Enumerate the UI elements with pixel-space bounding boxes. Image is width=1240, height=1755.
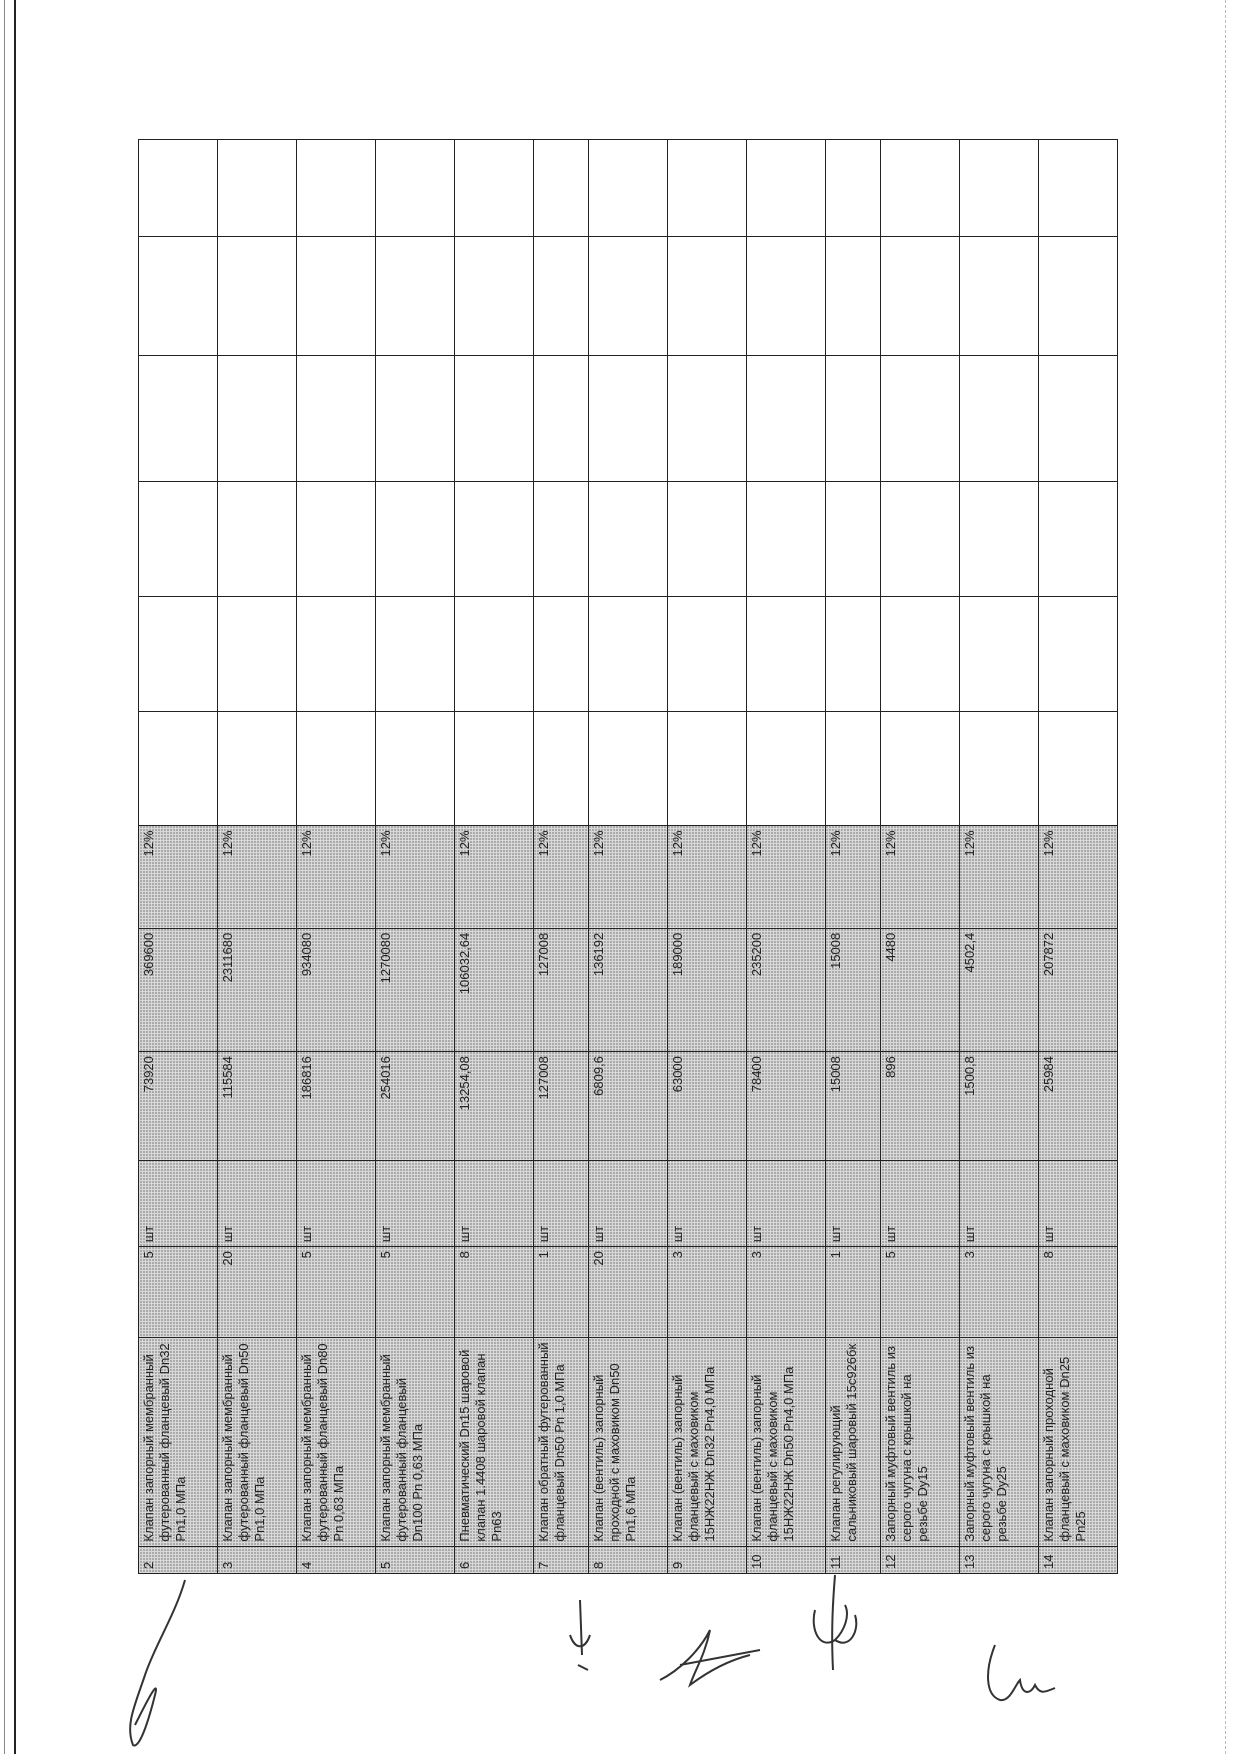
item-name: Клапан (вентиль) запорный фланцевый с маховиком 15НЖ22НЖ Dn50 Pn4,0 MПа — [746, 1337, 825, 1546]
item-name: Запорный муфтовый вентиль из серого чугуна с крышкой на резьбе Dy25 — [959, 1337, 1038, 1546]
quantity: 3 — [667, 1247, 746, 1338]
empty-cell — [1038, 711, 1117, 826]
empty-cell — [667, 596, 746, 711]
empty-cell — [667, 237, 746, 356]
vat-rate: 12% — [881, 826, 960, 928]
total-sum: 127008 — [533, 928, 588, 1051]
empty-cell — [588, 711, 667, 826]
total-sum: 2311680 — [217, 928, 296, 1051]
vat-rate: 12% — [1038, 826, 1117, 928]
vat-rate: 12% — [667, 826, 746, 928]
unit-price: 25984 — [1038, 1052, 1117, 1161]
empty-cell — [139, 711, 218, 826]
empty-cell — [296, 356, 375, 481]
empty-cell — [588, 237, 667, 356]
empty-cell — [375, 237, 454, 356]
empty-cell — [1038, 140, 1117, 237]
unit-price: 1500,8 — [959, 1052, 1038, 1161]
vat-rate: 12% — [746, 826, 825, 928]
empty-cell — [667, 356, 746, 481]
unit-price: 63000 — [667, 1052, 746, 1161]
empty-cell — [881, 481, 960, 596]
unit: шт — [217, 1160, 296, 1246]
item-name: Клапан запорный мембранный футерованный фланцевый Dn32 Pn1,0 MПа — [139, 1337, 218, 1546]
empty-cell — [139, 481, 218, 596]
row-number: 7 — [533, 1546, 588, 1573]
empty-cell — [375, 711, 454, 826]
vat-rate: 12% — [588, 826, 667, 928]
empty-cell — [217, 481, 296, 596]
row-number: 12 — [881, 1546, 960, 1573]
empty-cell — [746, 356, 825, 481]
empty-cell — [139, 140, 218, 237]
empty-cell — [375, 356, 454, 481]
table-row — [533, 140, 588, 1574]
unit-price: 13254,08 — [454, 1052, 533, 1161]
quantity: 5 — [881, 1247, 960, 1338]
empty-cell — [454, 596, 533, 711]
empty-cell — [454, 481, 533, 596]
item-name: Клапан запорный мембранный футерованный фланцевый Dn80 Pn 0,63 MПа — [296, 1337, 375, 1546]
empty-cell — [825, 356, 880, 481]
total-sum: 15008 — [825, 928, 880, 1051]
valves-table — [138, 139, 1118, 1574]
vat-rate: 12% — [217, 826, 296, 928]
vat-rate: 12% — [825, 826, 880, 928]
row-number: 8 — [588, 1546, 667, 1573]
scan-margin-marks — [1225, 0, 1232, 1754]
quantity: 8 — [1038, 1247, 1117, 1338]
total-sum: 1270080 — [375, 928, 454, 1051]
unit-price: 186816 — [296, 1052, 375, 1161]
vat-rate: 12% — [375, 826, 454, 928]
empty-cell — [746, 711, 825, 826]
unit: шт — [959, 1160, 1038, 1246]
unit-price: 127008 — [533, 1052, 588, 1161]
unit: шт — [454, 1160, 533, 1246]
unit: шт — [588, 1160, 667, 1246]
total-sum: 4480 — [881, 928, 960, 1051]
unit-price: 254016 — [375, 1052, 454, 1161]
empty-cell — [959, 481, 1038, 596]
total-sum: 136192 — [588, 928, 667, 1051]
signature-4 — [805, 1570, 865, 1680]
empty-cell — [139, 237, 218, 356]
signature-1 — [115, 1575, 195, 1755]
empty-cell — [1038, 596, 1117, 711]
empty-cell — [825, 596, 880, 711]
empty-cell — [746, 237, 825, 356]
total-sum: 106032,64 — [454, 928, 533, 1051]
empty-cell — [881, 711, 960, 826]
scan-edge-line — [14, 0, 16, 1754]
vat-rate: 12% — [139, 826, 218, 928]
unit-price: 15008 — [825, 1052, 880, 1161]
quantity: 20 — [217, 1247, 296, 1338]
table-row — [454, 140, 533, 1574]
empty-cell — [588, 596, 667, 711]
quantity: 1 — [533, 1247, 588, 1338]
empty-cell — [217, 356, 296, 481]
table-row — [217, 140, 296, 1574]
quantity: 5 — [139, 1247, 218, 1338]
row-number: 4 — [296, 1546, 375, 1573]
empty-cell — [217, 711, 296, 826]
unit-price: 78400 — [746, 1052, 825, 1161]
empty-cell — [825, 237, 880, 356]
item-name: Клапан запорный проходной фланцевый с маховиком Dn25 Pn25 — [1038, 1337, 1117, 1546]
item-name: Клапан обратный футерованный фланцевый Dn50 Pn 1,0 MПа — [533, 1337, 588, 1546]
total-sum: 235200 — [746, 928, 825, 1051]
empty-cell — [746, 596, 825, 711]
quantity: 3 — [746, 1247, 825, 1338]
empty-cell — [1038, 237, 1117, 356]
rotated-table-container — [138, 139, 1118, 1574]
empty-cell — [217, 140, 296, 237]
table-row — [375, 140, 454, 1574]
empty-cell — [375, 481, 454, 596]
vat-rate: 12% — [296, 826, 375, 928]
empty-cell — [296, 140, 375, 237]
empty-cell — [296, 481, 375, 596]
row-number: 13 — [959, 1546, 1038, 1573]
item-name: Клапан (вентиль) запорный фланцевый с маховиком 15НЖ22НЖ Dn32 Pn4,0 MПа — [667, 1337, 746, 1546]
unit: шт — [296, 1160, 375, 1246]
signature-5 — [980, 1640, 1060, 1710]
quantity: 1 — [825, 1247, 880, 1338]
empty-cell — [667, 481, 746, 596]
empty-cell — [217, 596, 296, 711]
table-row — [588, 140, 667, 1574]
table-row — [1038, 140, 1117, 1574]
empty-cell — [375, 596, 454, 711]
row-number: 14 — [1038, 1546, 1117, 1573]
empty-cell — [139, 596, 218, 711]
empty-cell — [588, 356, 667, 481]
empty-cell — [959, 596, 1038, 711]
empty-cell — [454, 237, 533, 356]
unit-price: 73920 — [139, 1052, 218, 1161]
empty-cell — [959, 356, 1038, 481]
empty-cell — [667, 140, 746, 237]
unit: шт — [667, 1160, 746, 1246]
empty-cell — [1038, 356, 1117, 481]
empty-cell — [588, 140, 667, 237]
unit: шт — [139, 1160, 218, 1246]
vat-rate: 12% — [533, 826, 588, 928]
total-sum: 207872 — [1038, 928, 1117, 1051]
unit-price: 6809,6 — [588, 1052, 667, 1161]
unit-price: 896 — [881, 1052, 960, 1161]
vat-rate: 12% — [959, 826, 1038, 928]
empty-cell — [533, 140, 588, 237]
table-row — [667, 140, 746, 1574]
table-row — [881, 140, 960, 1574]
unit: шт — [533, 1160, 588, 1246]
empty-cell — [375, 140, 454, 237]
item-name: Клапан запорный мембранный футерованный фланцевый Dn100 Pn 0,63 MПа — [375, 1337, 454, 1546]
empty-cell — [296, 596, 375, 711]
quantity: 5 — [375, 1247, 454, 1338]
unit-price: 115584 — [217, 1052, 296, 1161]
quantity: 8 — [454, 1247, 533, 1338]
total-sum: 4502,4 — [959, 928, 1038, 1051]
empty-cell — [881, 356, 960, 481]
signature-2 — [560, 1595, 600, 1675]
quantity: 20 — [588, 1247, 667, 1338]
empty-cell — [454, 711, 533, 826]
empty-cell — [825, 140, 880, 237]
row-number: 6 — [454, 1546, 533, 1573]
empty-cell — [1038, 481, 1117, 596]
empty-cell — [746, 481, 825, 596]
unit: шт — [825, 1160, 880, 1246]
empty-cell — [881, 140, 960, 237]
empty-cell — [533, 596, 588, 711]
empty-cell — [825, 711, 880, 826]
empty-cell — [959, 140, 1038, 237]
quantity: 5 — [296, 1247, 375, 1338]
quantity: 3 — [959, 1247, 1038, 1338]
scan-edge-line — [4, 0, 5, 1754]
item-name: Клапан регулирующий сальниковый шаровый 15с926бк — [825, 1337, 880, 1546]
row-number: 10 — [746, 1546, 825, 1573]
unit: шт — [375, 1160, 454, 1246]
item-name: Клапан запорный мембранный футерованный фланцевый Dn50 Pn1,0 MПа — [217, 1337, 296, 1546]
total-sum: 934080 — [296, 928, 375, 1051]
empty-cell — [533, 237, 588, 356]
total-sum: 369600 — [139, 928, 218, 1051]
empty-cell — [533, 711, 588, 826]
empty-cell — [454, 140, 533, 237]
empty-cell — [959, 237, 1038, 356]
row-number: 9 — [667, 1546, 746, 1573]
empty-cell — [825, 481, 880, 596]
table-row — [296, 140, 375, 1574]
unit: шт — [746, 1160, 825, 1246]
empty-cell — [533, 356, 588, 481]
table-row — [746, 140, 825, 1574]
item-name: Клапан (вентиль) запорный проходной с маховиком Dn50 Pn1,6 MПа — [588, 1337, 667, 1546]
table-row — [959, 140, 1038, 1574]
empty-cell — [746, 140, 825, 237]
row-number: 3 — [217, 1546, 296, 1573]
signature-3 — [650, 1610, 790, 1700]
empty-cell — [588, 481, 667, 596]
row-number: 5 — [375, 1546, 454, 1573]
empty-cell — [881, 237, 960, 356]
empty-cell — [533, 481, 588, 596]
empty-cell — [667, 711, 746, 826]
item-name: Запорный муфтовый вентиль из серого чугуна с крышкой на резьбе Dy15 — [881, 1337, 960, 1546]
empty-cell — [296, 711, 375, 826]
empty-cell — [296, 237, 375, 356]
total-sum: 189000 — [667, 928, 746, 1051]
empty-cell — [139, 356, 218, 481]
empty-cell — [959, 711, 1038, 826]
row-number: 2 — [139, 1546, 218, 1573]
unit: шт — [881, 1160, 960, 1246]
item-name: Пневматический Dn15 шаровой клапан 1.4408 шаровой клапан Pn63 — [454, 1337, 533, 1546]
unit: шт — [1038, 1160, 1117, 1246]
table-row — [139, 140, 218, 1574]
vat-rate: 12% — [454, 826, 533, 928]
table-row — [825, 140, 880, 1574]
empty-cell — [454, 356, 533, 481]
row-number: 11 — [825, 1546, 880, 1573]
empty-cell — [217, 237, 296, 356]
empty-cell — [881, 596, 960, 711]
